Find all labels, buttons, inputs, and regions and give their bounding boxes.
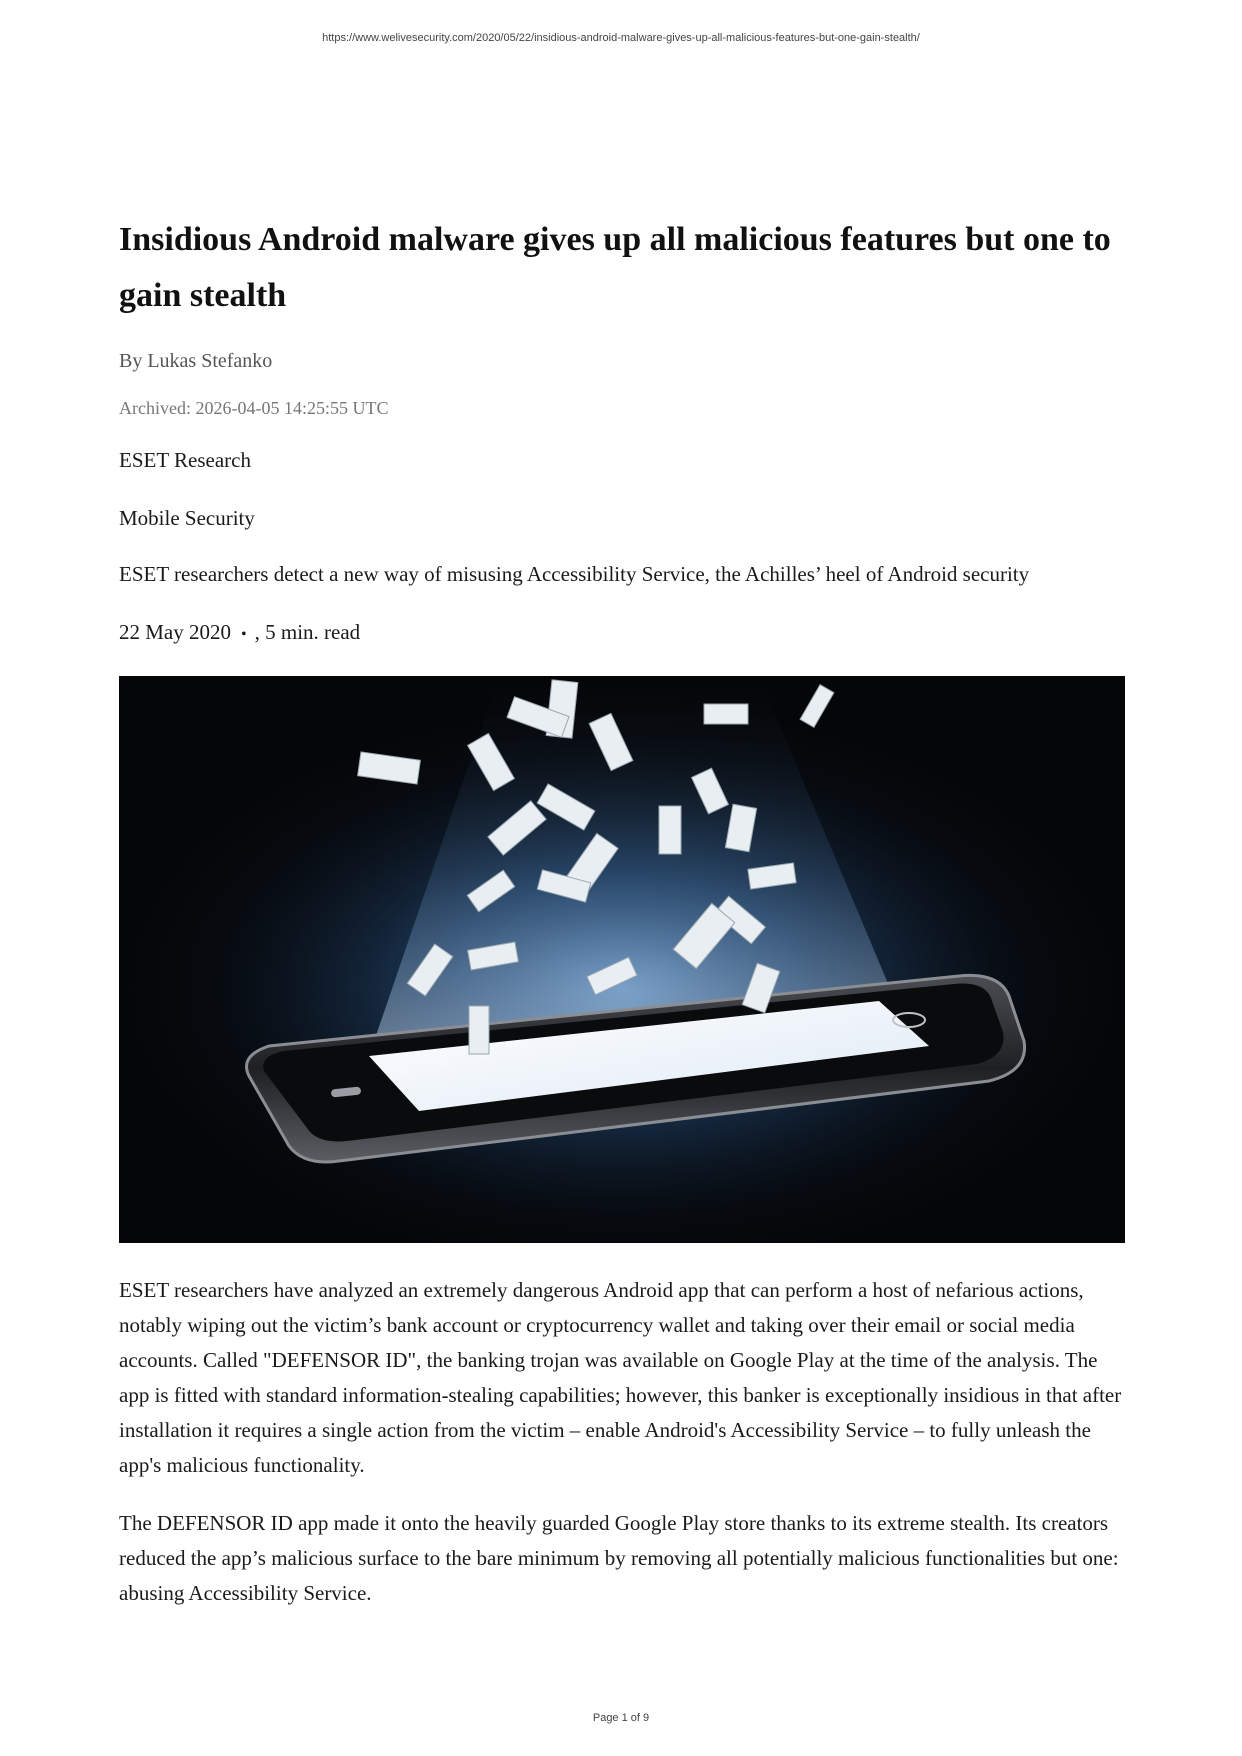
meta-separator: • [241,626,247,643]
author-byline: By Lukas Stefanko [119,350,273,372]
read-time: , 5 min. read [254,620,361,644]
body-paragraph: ESET researchers have analyzed an extremely dangerous Android app that can perform a host of nefarious actions, notably wiping out the victim’s bank account or cryptocurrency wallet and taking over their email or social media accounts. Called "DEFENSOR ID", the banking trojan was available on Google Play at the time of the analysis. The app is fitted with standard information-stealing capabilities; however, this banker is exceptionally insidious in that after installation it requires a single action from the victim – enable Android's Accessibility Service – to fully unleash the app's malicious functionality. [119,1278,1122,1477]
archived-timestamp: Archived: 2026-04-05 14:25:55 UTC [119,398,389,418]
body-paragraph: The DEFENSOR ID app made it onto the heavily guarded Google Play store thanks to its extreme stealth. Its creators reduced the app’s malicious surface to the bare minimum by removing all potentially malicious functionalities but one: abusing Accessibility Service. [119,1511,1119,1605]
article-title: Insidious Android malware gives up all malicious features but one to gain stealth [119,221,1111,314]
publish-date: 22 May 2020 [119,620,231,644]
page-number: Page 1 of 9 [592,1712,650,1724]
page-url: https://www.welivesecurity.com/2020/05/22/insidious-android-malware-gives-up-all-malicious-features-but-one-gain-stealth/ [322,32,920,44]
article [119,212,1125,1611]
article-meta [119,618,1125,649]
category-eset-research[interactable]: ESET Research [119,448,251,472]
hero-image [119,676,1125,1243]
article-standfirst: ESET researchers detect a new way of misusing Accessibility Service, the Achilles’ heel of Android security [119,562,1030,586]
category-mobile-security[interactable]: Mobile Security [119,506,255,530]
